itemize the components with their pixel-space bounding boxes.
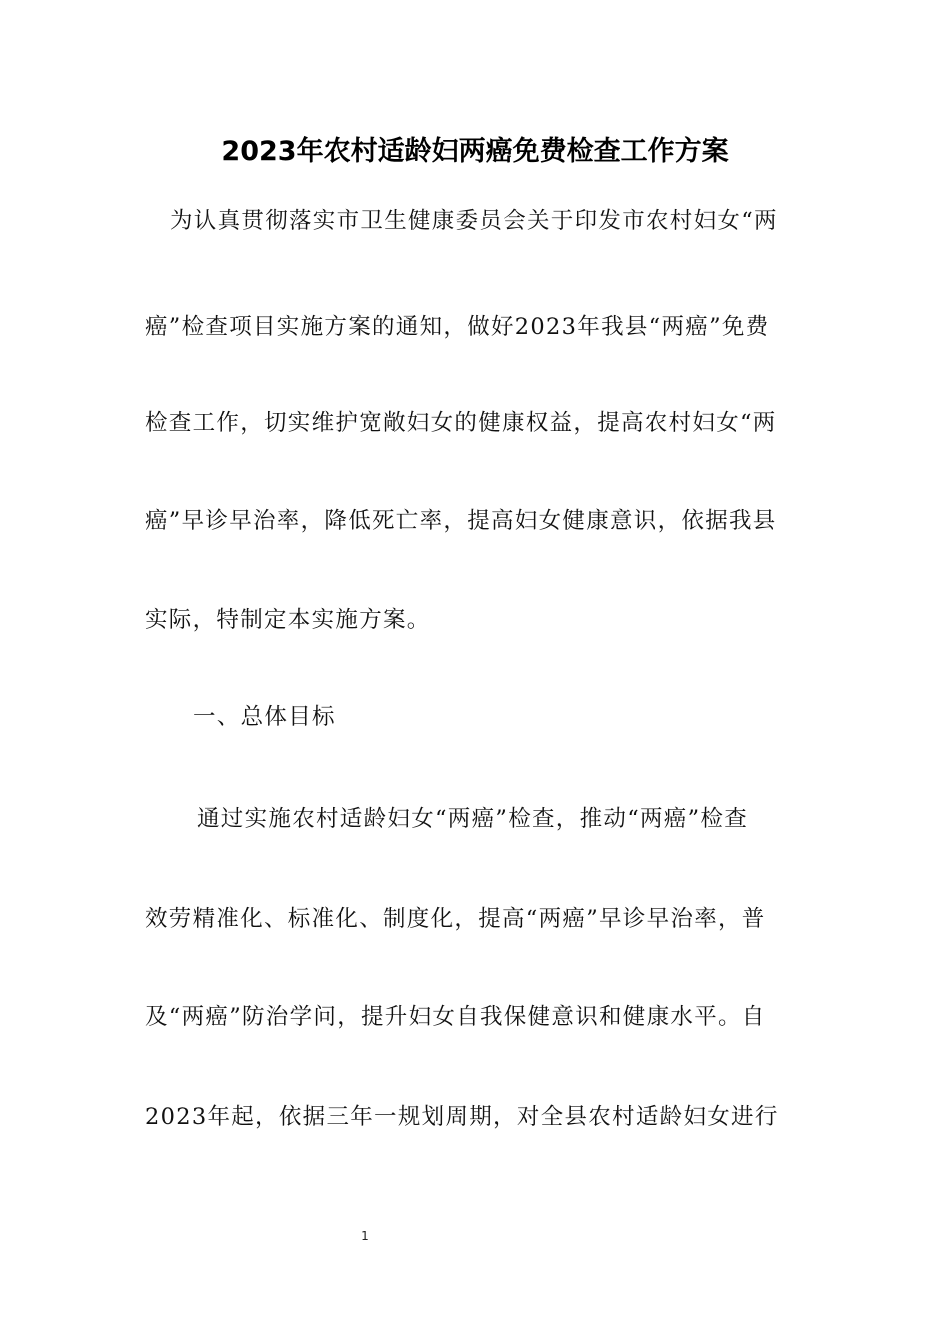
page-number: 1	[361, 1229, 369, 1243]
paragraph-line: 及“两癌”防治学问，提升妇女自我保健意识和健康水平。自	[145, 1004, 766, 1030]
paragraph-line: 癌”检查项目实施方案的通知，做好2023年我县“两癌”免费	[145, 314, 770, 340]
paragraph-line: 通过实施农村适龄妇女“两癌”检查，推动“两癌”检查	[197, 806, 749, 832]
paragraph-line: 实际，特制定本实施方案。	[145, 607, 431, 633]
document-title: 2023年农村适龄妇两癌免费检查工作方案	[221, 136, 729, 167]
paragraph-line: 检查工作，切实维护宽敞妇女的健康权益，提高农村妇女“两	[145, 410, 777, 436]
section-heading: 一、总体目标	[193, 704, 336, 730]
paragraph-line: 效劳精准化、标准化、制度化，提高“两癌”早诊早治率，普	[145, 906, 766, 932]
paragraph-line: 为认真贯彻落实市卫生健康委员会关于印发市农村妇女“两	[170, 208, 778, 234]
paragraph-line: 2023年起，依据三年一规划周期，对全县农村适龄妇女进行	[145, 1104, 779, 1130]
paragraph-line: 癌”早诊早治率，降低死亡率，提高妇女健康意识，依据我县	[145, 508, 777, 534]
